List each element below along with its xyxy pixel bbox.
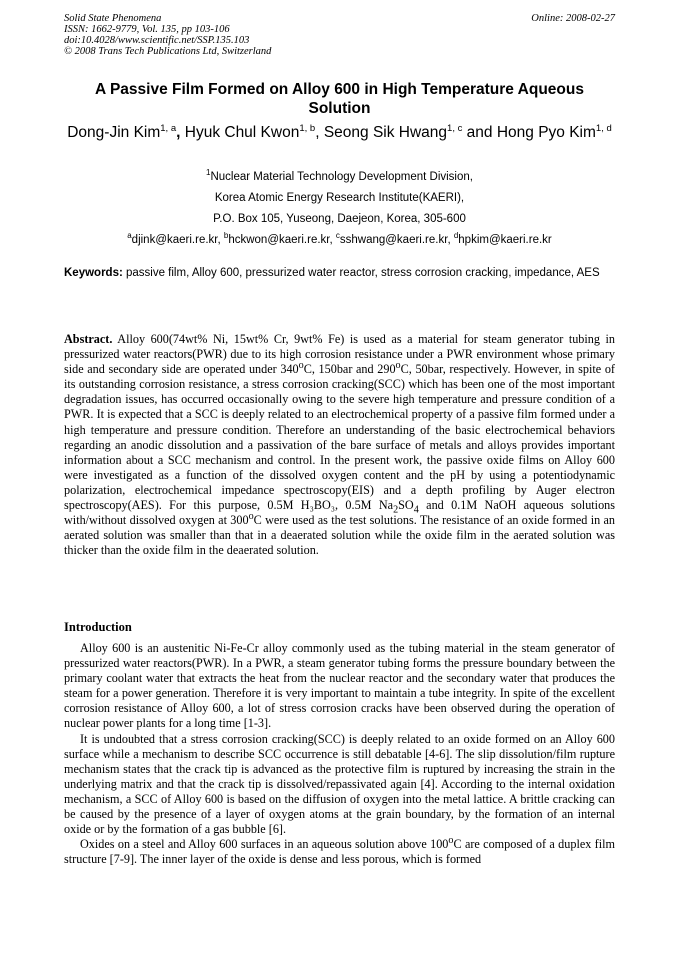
online-date: Online: 2008-02-27 — [531, 13, 615, 24]
keywords-text: passive film, Alloy 600, pressurized water reactor, stress corrosion cracking, impedance, AES — [126, 267, 600, 279]
author-superscript: 1, b — [299, 122, 316, 134]
abstract-text: SO — [398, 498, 414, 513]
subscript: 4 — [413, 504, 419, 516]
keywords-block — [64, 266, 615, 281]
introduction-body — [64, 641, 615, 867]
subscript: 2 — [393, 504, 399, 516]
email-line: $^a$djink@kaeri.re.kr, $^b$hckwon@kaeri.re.kr, $^c$sshwang@kaeri.re.kr, $^d$hpkim@kaeri.re.kr — [127, 231, 552, 246]
doi-line: doi:10.4028/www.scientific.net/SSP.135.103 — [64, 35, 250, 46]
affiliation-line: Korea Atomic Energy Research Institute(KAERI), — [214, 192, 465, 204]
author-superscript: 1, c — [447, 122, 463, 134]
abstract-text: and 0.1M NaOH aqueous solutions with/without dissolved oxygen at 300 — [64, 498, 615, 528]
abstract-block — [64, 332, 615, 558]
journal-name: Solid State Phenomena — [64, 13, 162, 24]
paragraph-text: C are composed of a duplex film structure [7-9]. The inner layer of the oxide is dense and less porous, which is formed — [64, 837, 615, 867]
author-name: Dong-Jin Kim — [67, 124, 161, 141]
author-separator: , — [176, 124, 185, 141]
email-superscript: b — [223, 231, 229, 241]
author-separator: and — [462, 124, 497, 141]
affiliation-line — [64, 167, 615, 188]
author-list — [64, 123, 615, 143]
author-superscript: 1, a — [160, 122, 177, 134]
degree-superscript: o — [448, 835, 454, 847]
abstract-text: C were used as the test solutions. The resistance of an oxide formed in an aerated solution was smaller than that in a deaerated solution while the oxide film in the aerated solution was thicker than the oxide film in the deaerated solution. — [64, 513, 615, 558]
paragraph: It is undoubted that a stress corrosion cracking(SCC) is deeply related to an oxide formed on an Alloy 600 surface while a mechanism to describe SCC occurrence is still debatable [4-6]. The slip dissolution/film rupture mechanism states that the crack tip is advanced as the protective film is ruptured by increasing the strain in the underlying matrix and that the crack tip is dissolved/repassivated again [4]. According to the internal oxidation mechanism, a SCC of Alloy 600 is based on the diffusion of oxygen into the metal lattice. A brittle cracking can be caused by the presence of a layer of oxygen atoms at the grain boundary, by the formation of an internal oxide or by the formation of a gas bubble [6]. — [64, 731, 615, 837]
paragraph: Alloy 600 is an austenitic Ni-Fe-Cr alloy commonly used as the tubing material in the steam generator of pressurized water reactors(PWR). In a PWR, a steam generator tubing forms the pressure boundary between the primary coolant water that extracts the heat from the nuclear reactor and the secondary water that produces the steam for a power generation. Therefore it is very important to maintain a tube integrity. In spite of the excellent corrosion resistance of Alloy 600, a lot of stress corrosion cracks have been observed during the operation of nuclear power plants for a long time [1-3]. — [64, 641, 615, 731]
email-link[interactable]: hckwon@kaeri.re.kr — [228, 234, 330, 246]
issn-line: ISSN: 1662-9779, Vol. 135, pp 103-106 — [64, 24, 230, 35]
affiliation-text: Nuclear Material Technology Development Division, — [210, 171, 473, 183]
author-superscript: 1, d — [595, 122, 612, 134]
email-superscript: d — [453, 231, 459, 241]
journal-header — [64, 13, 615, 57]
copyright-line: © 2008 Trans Tech Publications Ltd, Switzerland — [64, 46, 272, 57]
author-name: Hyuk Chul Kwon — [184, 124, 300, 141]
affiliation-block — [64, 167, 615, 251]
degree-superscript: o — [298, 360, 304, 372]
email-link[interactable]: djink@kaeri.re.kr — [131, 234, 218, 246]
paper-title: A Passive Film Formed on Alloy 600 in High Temperature Aqueous Solution — [95, 81, 584, 117]
email-superscript: a — [127, 231, 132, 241]
abstract-label: Abstract. — [64, 332, 113, 346]
email-link[interactable]: hpkim@kaeri.re.kr — [458, 234, 552, 246]
author-separator: , — [315, 124, 324, 141]
author-name: Hong Pyo Kim — [496, 124, 596, 141]
keywords-label: Keywords: — [64, 267, 123, 279]
degree-superscript: o — [248, 511, 254, 523]
abstract-text: C, 150bar and 290 — [303, 362, 396, 377]
affiliation-line: P.O. Box 105, Yuseong, Daejeon, Korea, 305-600 — [213, 213, 466, 225]
email-link[interactable]: sshwang@kaeri.re.kr — [339, 234, 448, 246]
paragraph-text: Oxides on a steel and Alloy 600 surfaces in an aqueous solution above 100 — [80, 837, 449, 852]
author-name: Seong Sik Hwang — [323, 124, 448, 141]
paragraph — [64, 837, 615, 867]
degree-superscript: o — [395, 360, 401, 372]
email-superscript: c — [335, 231, 340, 241]
abstract-text: C, 50bar, respectively. However, in spite of its outstanding corrosion resistance, a stress corrosion cracking(SCC) which has been one of the most important degradation issues, has occurred occasionally owing to the severe high temperature and pressure condition of a PWR. It is expected that a SCC is deeply related to an electrochemical property of a passive film formed under a high temperature and pressure condition. Therefore an understanding of the basic electrochemical behaviors regarding an anodic dissolution and a passivation of the bare surface of metals and alloys provides important information about a SCC mechanism and control. In the present work, the passive oxide films on Alloy 600 were investigated as a function of the dissolved oxygen content and the pH by using a potentiodynamic polarization, electrochemical impedance spectroscopy(EIS) and a depth profiling by Auger electron spectroscopy(AES). For this purpose, 0.5M H₃BO₃, 0.5M Na — [64, 362, 615, 513]
section-heading: Introduction — [64, 620, 132, 634]
affiliation-superscript: 1 — [206, 168, 211, 178]
abstract-text: Alloy 600(74wt% Ni, 15wt% Cr, 9wt% Fe) is used as a material for steam generator tubing in pressurized water reactors(PWR) due to its high corrosion resistance under a PWR environment whose primary side and secondary side are operated under 340 — [64, 332, 615, 377]
